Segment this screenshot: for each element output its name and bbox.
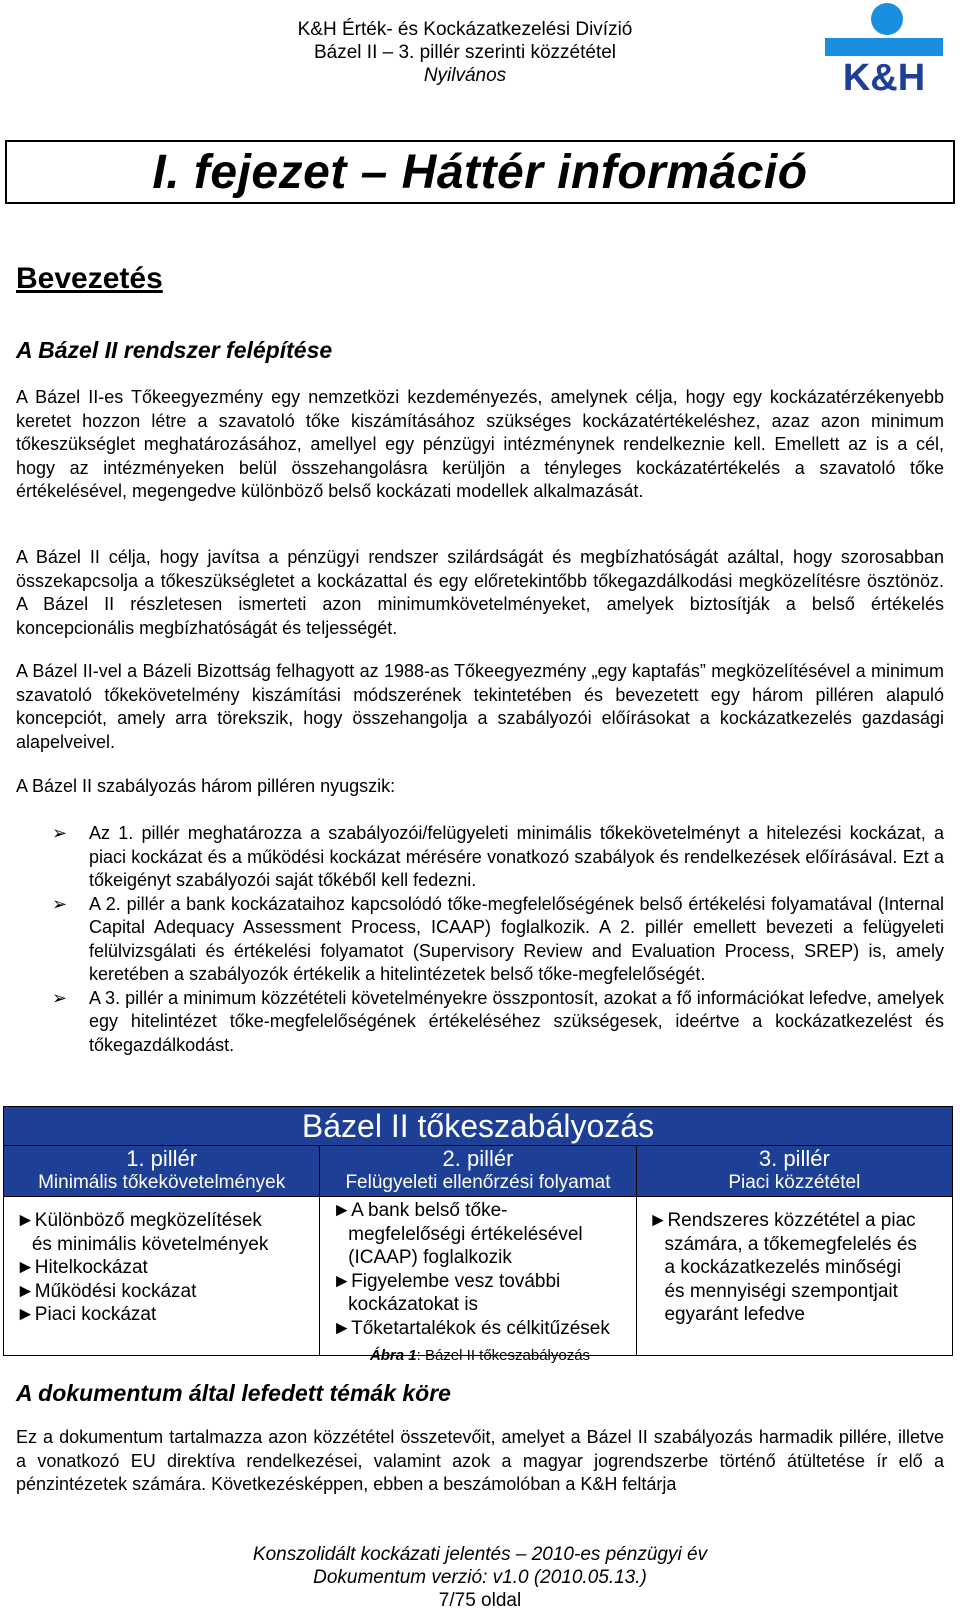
- pillar-item: számára, a tőkemegfelelés és: [648, 1233, 917, 1255]
- intro-heading: Bevezetés: [16, 262, 163, 295]
- paragraph-1: A Bázel II-es Tőkeegyezmény egy nemzetközi kezdeményezés, amelynek célja, hogy egy kockázatérzékenyebb keretet hozzon létre a szavatoló tőke kiszámításához szükséges kockázatértékeléshez, azaz azon minimum tőkeszükséglet meghatározásához, amellyel egy pénzügyi intézménynek rendelkeznie kell. Emellett az is a cél, hogy az intézményeken belül összehangolásra kerüljön a tényleges kockázatértékelés a szavatoló tőke értékelésével, megengedve különböző belső kockázati modellek alkalmazását.: [16, 387, 944, 501]
- pillar-2-number: 2. pillér: [442, 1146, 514, 1171]
- bullet-item: [16, 987, 944, 1058]
- figure-caption: [0, 1347, 960, 1364]
- pillar-1-number: 1. pillér: [126, 1146, 198, 1171]
- paragraph-3: A Bázel II-vel a Bázeli Bizottság felhagyott az 1988-as Tőkeegyezmény „egy kaptafás” megközelítésével a minimum szavatoló tőkekövetelmény kiszámítási módszerének tekintetében és bevezetett egy három pilléren alapuló koncepciót, amely arra törekszik, hogy összehangolja a szabályozói előírásokat a kockázatkezelés gazdasági alapelveivel.: [16, 661, 944, 752]
- pillar-item: ►A bank belső tőke-: [332, 1200, 508, 1221]
- pillar-1-content: [4, 1197, 320, 1356]
- caption-label: Ábra 1: [369, 1347, 417, 1364]
- caption-text: : Bázel II tőkeszabályozás: [416, 1347, 591, 1364]
- arrow-bullet-icon: ➢: [52, 987, 68, 1008]
- footer-version: Dokumentum verzió: v1.0 (2010.05.13.): [313, 1567, 647, 1588]
- pillar-item: (ICAAP) foglalkozik: [332, 1247, 512, 1268]
- bullet-text: Az 1. pillér meghatározza a szabályozói/felügyeleti minimális tőkekövetelményt a hitelezési kockázat, a piaci kockázat és a működési kockázat mérésére vonatkozó szabályok és rendelkezések előírásával. Ezt a tőkeigényt szabályozói saját tőkéből kell fedezni.: [89, 823, 944, 890]
- pillar-2-content: [320, 1197, 636, 1356]
- pillar-1-header: [4, 1146, 320, 1197]
- chapter-title-box: [5, 140, 955, 204]
- topics-paragraph: Ez a dokumentum tartalmazza azon közzététel összetevőit, amelyet a Bázel II szabályozás harmadik pillére, illetve a vonatkozó EU direktíva rendelkezései, valamint azok a magyar jogrendszerbe történő átültetése ír elő a pénzintézetek számára. Következésképpen, ebben a beszámolóban a K&H feltárja: [16, 1427, 944, 1494]
- logo-text: K&H: [842, 57, 926, 95]
- pillar-3-content: [636, 1197, 952, 1356]
- pillar-item: ►Különböző megközelítések: [16, 1210, 262, 1231]
- pillar-item: ►Rendszeres közzététel a piac: [648, 1210, 916, 1231]
- bullet-text: A 2. pillér a bank kockázataihoz kapcsolódó tőke-megfelelőségének belső értékelési folyamatával (Internal Capital Adequacy Assessment Process, ICAAP) foglalkozik. A 2. pillér emellett bevezeti a felügyeleti felülvizsgálati és értékelési folyamatot (Supervisory Review and Evaluation Process, SREP) is, amely keretében a szabályozók értékelik a hitelintézetek belső tőke-megfelelőségét.: [89, 893, 944, 984]
- pillar-item: ►Hitelkockázat: [16, 1257, 148, 1278]
- pillar-item: egyaránt lefedve: [648, 1304, 805, 1325]
- pillar-2-subtitle: Felügyeleti ellenőrzési folyamat: [345, 1172, 611, 1193]
- arrow-bullet-icon: ➢: [52, 893, 68, 914]
- pillar-1-subtitle: Minimális tőkekövetelmények: [38, 1172, 286, 1193]
- document-footer: [0, 1543, 960, 1612]
- page-number: 7/75 oldal: [438, 1590, 522, 1611]
- pillar-2-header: [320, 1146, 636, 1197]
- pillar-bullet-list: [16, 822, 944, 1057]
- pillar-item: ►Tőketartalékok és célkitűzések: [332, 1317, 610, 1339]
- header-classification: Nyilvános: [423, 65, 507, 86]
- footer-report-title: Konszolidált kockázati jelentés – 2010-es pénzügyi év: [252, 1544, 708, 1565]
- bullet-text: A 3. pillér a minimum közzétételi követelményekre összpontosít, azokat a fő információkat lefedve, amelyek egy hitelintézet tőke-megfelelőségének értékeléséhez szükségesek, ideértve a kockázatkezelést és tőkegazdálkodást.: [89, 987, 944, 1055]
- pillar-item: ►Működési kockázat: [16, 1280, 197, 1302]
- pillar-item: ►Figyelembe vesz további: [332, 1270, 561, 1292]
- pillar-item: és mennyiségi szempontjait: [648, 1280, 898, 1302]
- basel-figure: [3, 1106, 953, 1356]
- basel-table: [3, 1106, 953, 1356]
- paragraph-4: A Bázel II szabályozás három pilléren nyugszik:: [16, 776, 396, 796]
- pillar-3-number: 3. pillér: [758, 1146, 830, 1171]
- pillar-item: kockázatokat is: [332, 1294, 479, 1315]
- document-header: [250, 18, 680, 87]
- pillar-3-subtitle: Piaci közzététel: [728, 1172, 861, 1193]
- bullet-item: [16, 893, 944, 987]
- header-subtitle: Bázel II – 3. pillér szerinti közzététel: [313, 42, 617, 63]
- basel-structure-heading: A Bázel II rendszer felépítése: [16, 337, 333, 363]
- bullet-item: [16, 822, 944, 893]
- pillar-item: megfelelőségi értékelésével: [332, 1223, 583, 1245]
- arrow-bullet-icon: ➢: [52, 823, 68, 843]
- pillar-item: és minimális követelmények: [16, 1233, 269, 1255]
- topics-heading: A dokumentum által lefedett témák köre: [16, 1380, 451, 1406]
- paragraph-2: A Bázel II célja, hogy javítsa a pénzügyi rendszer szilárdságát és megbízhatóságát azáltal, hogy szorosabban összekapcsolja a tőkeszükségletet a kockázattal és egy előretekintőbb tőkegazdálkodási megközelítésre ösztönöz. A Bázel II részletesen ismerteti azon minimumkövetelményeket, amelyek biztosítják a belső értékelés koncepcionális megbízhatóságát és teljességét.: [16, 547, 944, 638]
- chapter-title: I. fejezet – Háttér információ: [152, 145, 808, 199]
- pillar-item: a kockázatkezelés minőségi: [648, 1257, 902, 1278]
- figure-title: Bázel II tőkeszabályozás: [4, 1107, 953, 1146]
- kh-logo: [825, 0, 943, 95]
- pillar-3-header: [636, 1146, 952, 1197]
- pillar-item: ►Piaci kockázat: [16, 1304, 157, 1325]
- header-division: K&H Érték- és Kockázatkezelési Divízió: [297, 19, 633, 40]
